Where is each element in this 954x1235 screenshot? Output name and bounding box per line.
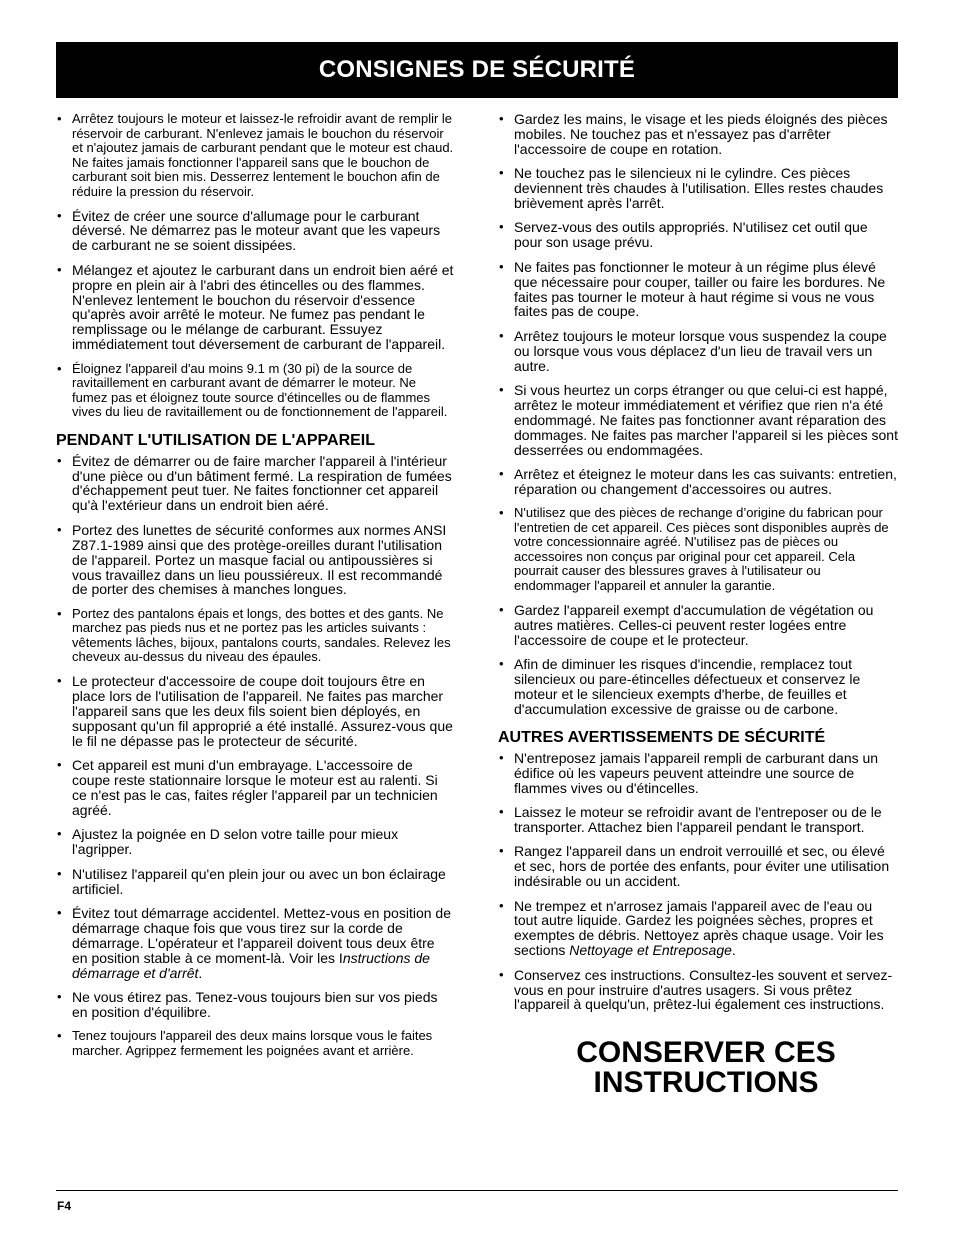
list-item: • Servez-vous des outils appropriés. N'utilisez cet outil que pour son usage prévu. [498,220,898,250]
fuel-safety-list [56,112,454,420]
list-item: • Arrêtez toujours le moteur lorsque vous suspendez la coupe ou lorsque vous vous déplacez d'un lieu de travail vers un autre. [498,329,898,374]
list-item: • N'utilisez l'appareil qu'en plein jour ou avec un bon éclairage artificiel. [56,867,454,897]
list-item: • Portez des lunettes de sécurité conformes aux normes ANSI Z87.1-1989 ainsi que des protège-oreilles durant l'utilisation de l'appareil. Portez un masque facial ou antipoussières si vous travaillez dans un lieu poussiéreux. Il est recommandé de porter des chemises à manches longues. [56,523,454,598]
list-item: • Évitez de démarrer ou de faire marcher l'appareil à l'intérieur d'une pièce ou d'un bâtiment fermé. La respiration de fumées d'échappement peut tuer. Ne faites fonctionner cet appareil qu'à l'extérieur dans un endroit bien aéré. [56,454,454,514]
footer-divider [56,1190,898,1191]
list-item-tail: . [731,942,736,959]
list-item-italic: nstructions de démarrage et d'arrêt [72,949,430,981]
list-item: • Ne vous étirez pas. Tenez-vous toujours bien sur vos pieds en position d'équilibre. [56,990,454,1020]
list-item: • Ne faites pas fonctionner le moteur à un régime plus élevé que nécessaire pour couper, tailler ou faire les bordures. Ne faites pas tourner le moteur à haut régime si vous ne vous faites pas de coupe. [498,260,898,320]
list-item: • Gardez l'appareil exempt d'accumulation de végétation ou autres matières. Celles-ci peuvent rester logées entre l'accessoire de coupe et le protecteur. [498,603,898,648]
list-item: • Arrêtez toujours le moteur et laissez-le refroidir avant de remplir le réservoir de carburant. N'enlevez jamais le bouchon du réservoir et n'ajoutez jamais de carburant pendant que le moteur est chaud. Ne faites jamais fonctionner l'appareil sans que le bouchon de carburant soit bien mis. Desserrez lentement le bouchon afin de réduire la pression du réservoir. [56,112,454,199]
section-heading-other-warnings: AUTRES AVERTISSEMENTS DE SÉCURITÉ [498,728,826,746]
storage-safety-list [498,751,898,1013]
save-instructions-line-1: CONSERVER CES [576,1036,836,1070]
list-item-tail: . [198,964,203,981]
list-item: • Cet appareil est muni d'un embrayage. L'accessoire de coupe reste stationnaire lorsque le moteur est au ralenti. Si ce n'est pas le cas, faites régler l'appareil par un technicien agréé. [56,758,454,818]
list-item: • Portez des pantalons épais et longs, des bottes et des gants. Ne marchez pas pieds nus et ne portez pas les articles suivants : vêtements lâches, bijoux, pantalons courts, sandales. Relevez les cheveux au-dessus du niveau des épaules. [56,607,454,665]
list-item: • Tenez toujours l'appareil des deux mains lorsque vous le faites marcher. Agrippez fermement les poignées avant et arrière. [56,1029,454,1058]
page-number: F4 [57,1199,72,1213]
list-item: • Gardez les mains, le visage et les pieds éloignés des pièces mobiles. Ne touchez pas et n'essayez pas d'arrêter l'accessoire de coupe en rotation. [498,112,898,157]
list-item: • Mélangez et ajoutez le carburant dans un endroit bien aéré et propre en plein air à l'abri des étincelles ou des flammes. N'enlevez lentement le bouchon du réservoir d'essence qu'après avoir arrêté le moteur. Ne fumez pas pendant le remplissage ou le mélange de carburant. Essuyez immédiatement tout déversement de carburant de l'appareil. [56,263,454,352]
list-item: • Laissez le moteur se refroidir avant de l'entreposer ou de le transporter. Attachez bien l'appareil pendant le transport. [498,805,898,835]
operation-safety-list [56,454,454,1059]
section-heading-operation: PENDANT L'UTILISATION DE L'APPAREIL [56,431,376,449]
general-safety-list [498,112,898,717]
list-item: • Si vous heurtez un corps étranger ou que celui-ci est happé, arrêtez le moteur immédiatement et vérifiez que rien n'a été endommagé. Ne faites pas fonctionner avant réparation des dommages. Ne faites pas marcher l'appareil si les pièces sont desserrées ou endommagées. [498,383,898,458]
left-column [56,112,454,1068]
list-item: • Rangez l'appareil dans un endroit verrouillé et sec, ou élevé et sec, hors de portée des enfants, pour éviter une utilisation indésirable ou un accident. [498,844,898,889]
right-column [498,112,898,1098]
list-item: • Le protecteur d'accessoire de coupe doit toujours être en place lors de l'utilisation de l'appareil. Ne faites pas marcher l'appareil sans que les deux fils soient bien déployés, en supposant qu'un fil approprié a été installé. Assurez-vous que le fil ne dépasse pas le protecteur de sécurité. [56,674,454,749]
list-item: • Arrêtez et éteignez le moteur dans les cas suivants: entretien, réparation ou changement d'accessoires ou autres. [498,467,898,497]
list-item [56,906,454,981]
save-instructions-line-2: INSTRUCTIONS [593,1066,819,1100]
list-item-text: Évitez tout démarrage accidentel. Mettez-vous en position de démarrage chaque fois que vous tirez sur la corde de démarrage. L'opérateur et l'appareil doivent tous deux être en position stable à ce moment-là. Voir les I [72,905,451,966]
list-item: • Afin de diminuer les risques d'incendie, remplacez tout silencieux ou pare-étincelles défectueux et conservez le moteur et le silencieux exempts d'herbe, de feuilles et d'accumulation excessive de graisse ou de carbone. [498,657,898,717]
list-item: • Évitez de créer une source d'allumage pour le carburant déversé. Ne démarrez pas le moteur avant que les vapeurs de carburant ne se soient dissipées. [56,209,454,254]
list-item: • Conservez ces instructions. Consultez-les souvent et servez-vous en pour instruire d'autres usagers. Si vous prêtez l'appareil à quelqu'un, prêtez-lui également ces instructions. [498,968,898,1013]
list-item-italic: Nettoyage et Entreposage [569,942,732,959]
list-item: • N'entreposez jamais l'appareil rempli de carburant dans un édifice où les vapeurs peuvent atteindre une source de flammes vives ou d'étincelles. [498,751,898,796]
section-banner [56,42,898,98]
list-item: • Ajustez la poignée en D selon votre taille pour mieux l'agripper. [56,827,454,857]
list-item-text: Ne trempez et n'arrosez jamais l'appareil avec de l'eau ou tout autre liquide. Gardez les poignées sèches, propres et exemptes de débris. Nettoyez après chaque usage. Voir les sections [514,897,884,959]
list-item [498,899,898,959]
list-item: • N'utilisez que des pièces de rechange d’origine du fabrican pour l'entretien de cet appareil. Ces pièces sont disponibles auprès de votre concessionnaire agréé. N'utilisez pas de pièces ou accessoires non conçus par original pour cet appareil. Cela pourrait causer des blessures graves à l'utilisateur ou endommager l'appareil et annuler la garantie. [498,506,898,593]
banner-title: CONSIGNES DE SÉCURITÉ [318,56,636,83]
list-item: • Éloignez l'appareil d'au moins 9.1 m (30 pi) de la source de ravitaillement en carburant avant de démarrer le moteur. Ne fumez pas et éloignez toute source d'étincelles ou de flammes vives du lieu de ravitaillement ou de fonctionnement de l'appareil. [56,362,454,420]
save-instructions-title [498,1038,898,1098]
list-item: • Ne touchez pas le silencieux ni le cylindre. Ces pièces deviennent très chaudes à l'utilisation. Elles restes chaudes brièvement après l'arrêt. [498,166,898,211]
